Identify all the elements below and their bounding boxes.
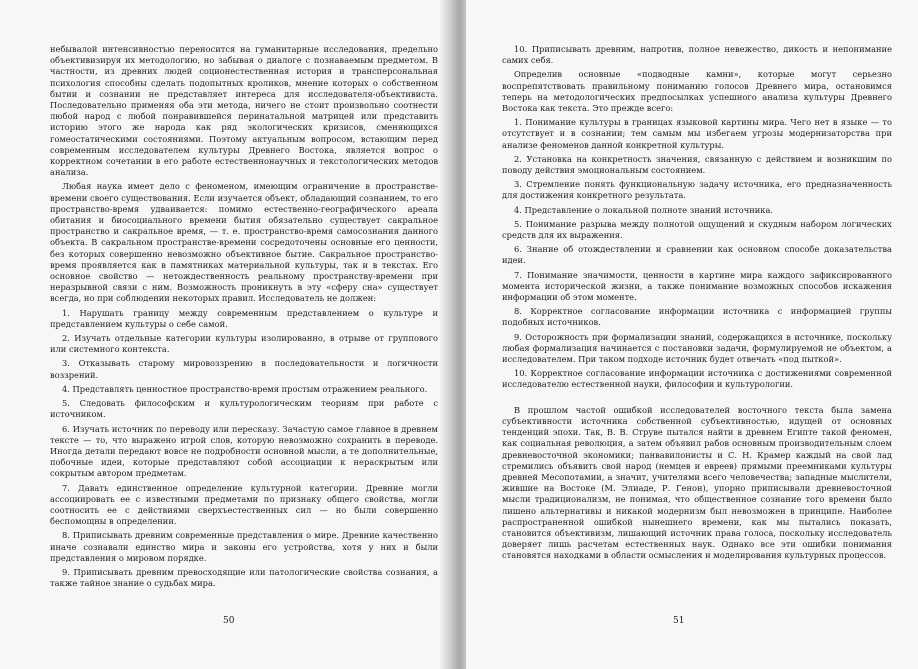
list-item-7: 7. Давать единственное определение культурной категории. Древние могли ассоциировать ее с известными предметами по признаку общего свойства, могли соотносить ее с действиями сверхъестественных сил — но были совершенно беспомощны в определении. xyxy=(50,482,438,527)
list-item-2: 2. Изучать отдельные категории культуры изолированно, в отрыве от группового или системного контекста. xyxy=(50,333,438,355)
principle-4: 4. Представление о локальной полноте знаний источника. xyxy=(514,204,774,215)
principle-10: 10. Корректное согласование информации источника с достижениями современной исследователю естественной науки, философии и культурологии. xyxy=(502,368,892,390)
principle-6: 6. Знание об отождествлении и сравнении как основном способе доказательства идеи. xyxy=(502,244,892,266)
principle-2: 2. Установка на конкретность значения, связанную с действием и возникшим по поводу действия эмоциональным состоянием. xyxy=(502,153,892,176)
left-paragraph-1: небывалой интенсивностью переносится на гуманитарные исследования, предельно объективизируя их методологию, но забывая о диалоге с познаваемым предметом. В частности, из древних людей соционестественная история и трансперсональная психология способны сделать подопытных кроликов, мнение которых о собственном бытии и сознании не представляет интереса для исследователя-объективиста. Последовательно применяя оба эти метода, ничего не стоит произвольно соотнести любой народ с любой понравившейся перинатальной матрицей или представить историю этого же народа как ряд экологических кризисов, сменяющихся гомеостатическими состояниями. Поэтому актуальным вопросом, встающим перед современным исследователем культуры Древнего Востока, является вопрос о корректном сочетании в его работе естественнонаучных и текстологических методов анализа. xyxy=(50,44,438,178)
principle-9: 9. Осторожность при формализации знаний, содержащихся в источнике, поскольку любая формализация начинается с постановки задачи, формулируемой не объектом, а исследователем. При таком подходе источник будет отвечать «под пыткой». xyxy=(502,331,892,365)
right-paragraph-intro: Определив основные «подводные камни», которые могут серьезно воспрепятствовать правильному пониманию голосов Древнего мира, остановимся теперь на методологических предпосылках успешного анализа культуры Древнего Востока как текста. Это прежде всего: xyxy=(502,69,892,114)
right-paragraph-conclusion: В прошлом частой ошибкой исследователей восточного текста была замена субъективности источника собственной субъективностью, идущей от основных тенденций эпохи. Так, В. В. Струве пытался найти в древнем Египте такой феномен, как социальная революция, а затем объявил рабов основным производительным слоем древневосточной экономики; панвавилонисты и С. Н. Крамер каждый на свой лад стремились объявить свой народ (немцев и евреев) прямыми преемниками культуры древней Месопотамии, а значит, учителями всего человечества; западные мыслители, жившие на Востоке (М. Элиаде, Р. Генон), упорно приписывали древневосточной мысли традиционализм, не понимая, что общественное сознание того времени было лишено альтернативы и никакой модернизм был невозможен в принципе. Наиболее распространенной ошибкой нынешнего времени, как мы пытались показать, становится объективизм, лишающий источник права голоса, поскольку исследователь доверяет лишь расчетам естественных наук. Однако все эти ошибки понимания становятся находками в области осмысления и моделирования культурных процессов. xyxy=(502,404,892,561)
list-item-6: 6. Изучать источник по переводу или пересказу. Зачастую самое главное в древнем тексте — то, что выражено игрой слов, которую невозможно сохранить в переводе. Иногда детали передают вовсе не подробности основной мысли, а те дополнительные, побочные идеи, которые представляют собой ассоциации к нераскрытым или сокрытым автором предметам. xyxy=(50,423,438,479)
principle-7: 7. Понимание значимости, ценности в картине мира каждого зафиксированного момента исторической жизни, а также понимание возможных способов искажения информации об этом моменте. xyxy=(502,269,892,303)
right-page-number: 51 xyxy=(673,616,685,626)
list-item-8: 8. Приписывать древним современные представления о мире. Древние качественно иначе сознавали единство мира и законы его устройства, хотя у них и были представления о мировом порядке. xyxy=(50,530,438,563)
list-item-5: 5. Следовать философским и культурологическим теориям при работе с источником. xyxy=(50,398,438,420)
list-item-4: 4. Представлять ценностное пространство-время простым отражением реального. xyxy=(62,383,428,394)
list-item-3: 3. Отказывать старому мировоззрению в последовательности и логичности воззрений. xyxy=(50,358,438,380)
principle-3: 3. Стремление понять функциональную задачу источника, его предназначенность для достижения конкретного результата. xyxy=(502,179,892,201)
list-item-9: 9. Приписывать древним превосходящие или патологические свойства сознания, а также тайное знание о судьбах мира. xyxy=(50,566,438,589)
list-item-10: 10. Приписывать древним, напротив, полное невежество, дикость и непонимание самих себя. xyxy=(502,44,892,66)
left-page xyxy=(0,0,452,669)
principle-5: 5. Понимание разрыва между полнотой ощущений и скудным набором логических средств для их выражения. xyxy=(502,218,892,241)
principle-1: 1. Понимание культуры в границах языковой картины мира. Чего нет в языке — то отсутствует и в сознании; тем самым мы избегаем угрозы модернизаторства при анализе феноменов данной конкретной культуры. xyxy=(502,117,892,150)
left-page-number: 50 xyxy=(223,616,235,626)
principle-8: 8. Корректное согласование информации источника с информацией группы подобных источников. xyxy=(502,306,892,328)
list-item-1: 1. Нарушать границу между современным представлением о культуре и представлением культуры о себе самой. xyxy=(50,307,438,329)
right-page xyxy=(466,0,918,669)
left-paragraph-2: Любая наука имеет дело с феноменом, имеющим ограничение в пространстве-времени своего существования. Если изучается объект, обладающий сознанием, то его пространство-время удваивается: помимо естественно-географического ареала обитания и биосоциального времени бытия обязательно существует сакральное пространство и сакральное время, — т. е. пространство-время самосознания данного объекта. В сакральном пространстве-времени сосредоточены основные его ценности, без которых совершенно невозможно объективное бытие. Сакральное пространство-время проявляется как в памятниках материальной культуры, так и в текстах. Его основное свойство — нетождественность реальному пространству-времени при неразрывной связи с ним. Возможность проникнуть в эту «сферу сна» существует всегда, но при соблюдении некоторых правил. Исследователь не должен: xyxy=(50,181,438,304)
